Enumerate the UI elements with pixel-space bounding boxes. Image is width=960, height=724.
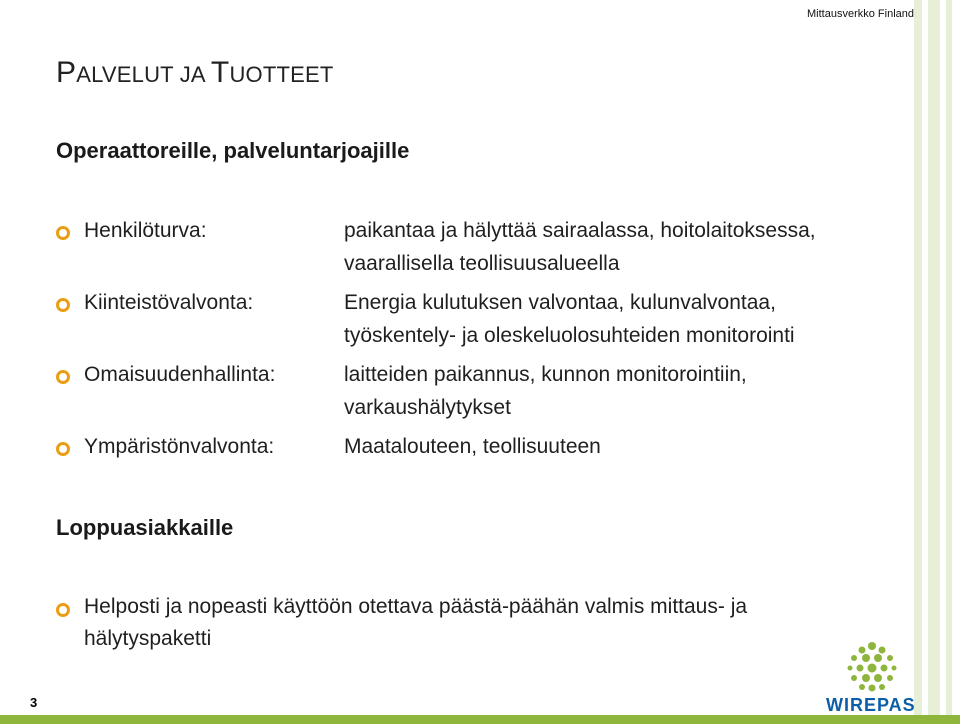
footer-bar <box>0 715 960 724</box>
page-number: 3 <box>30 695 38 710</box>
end-customer-text <box>84 591 884 655</box>
service-desc-line2: varkaushälytykset <box>344 396 511 419</box>
decorative-stripes <box>914 0 960 724</box>
service-label: Henkilöturva: <box>84 219 207 242</box>
service-desc-line2: työskentely- ja oleskeluolosuhteiden monitorointi <box>344 324 795 347</box>
service-label: Kiinteistövalvonta: <box>84 291 254 314</box>
service-desc-line1: Maatalouteen, teollisuuteen <box>344 435 601 458</box>
service-desc-line1: Energia kulutuksen valvontaa, kulunvalvontaa, <box>344 291 776 314</box>
end-customer-line1: Helposti ja nopeasti käyttöön otettava päästä-päähän valmis mittaus- ja <box>84 595 748 618</box>
service-item <box>56 430 916 464</box>
service-label: Ympäristönvalvonta: <box>84 435 275 458</box>
bullet-icon <box>56 442 70 456</box>
bullet-icon <box>56 370 70 384</box>
header-company: Mittausverkko Finland <box>807 8 914 20</box>
service-item <box>56 358 916 424</box>
wirepas-logo-icon <box>842 640 902 694</box>
section-heading-operators: Operaattoreille, palveluntarjoajille <box>56 138 410 163</box>
service-desc-line1: paikantaa ja hälyttää sairaalassa, hoitolaitoksessa, <box>344 219 816 242</box>
wirepas-logo-text: WIREPAS <box>826 695 916 715</box>
end-customer-line2: hälytyspaketti <box>84 627 212 650</box>
bullet-icon <box>56 226 70 240</box>
service-item <box>56 286 916 352</box>
bullet-icon <box>56 298 70 312</box>
page-title: PALVELUT JA TUOTTEET <box>56 56 334 89</box>
service-item <box>56 214 916 280</box>
bullet-icon <box>56 603 70 617</box>
section-heading-end-customers: Loppuasiakkaille <box>56 515 234 540</box>
service-desc-line2: vaarallisella teollisuusalueella <box>344 252 620 275</box>
service-desc-line1: laitteiden paikannus, kunnon monitorointiin, <box>344 363 747 386</box>
service-label: Omaisuudenhallinta: <box>84 363 276 386</box>
